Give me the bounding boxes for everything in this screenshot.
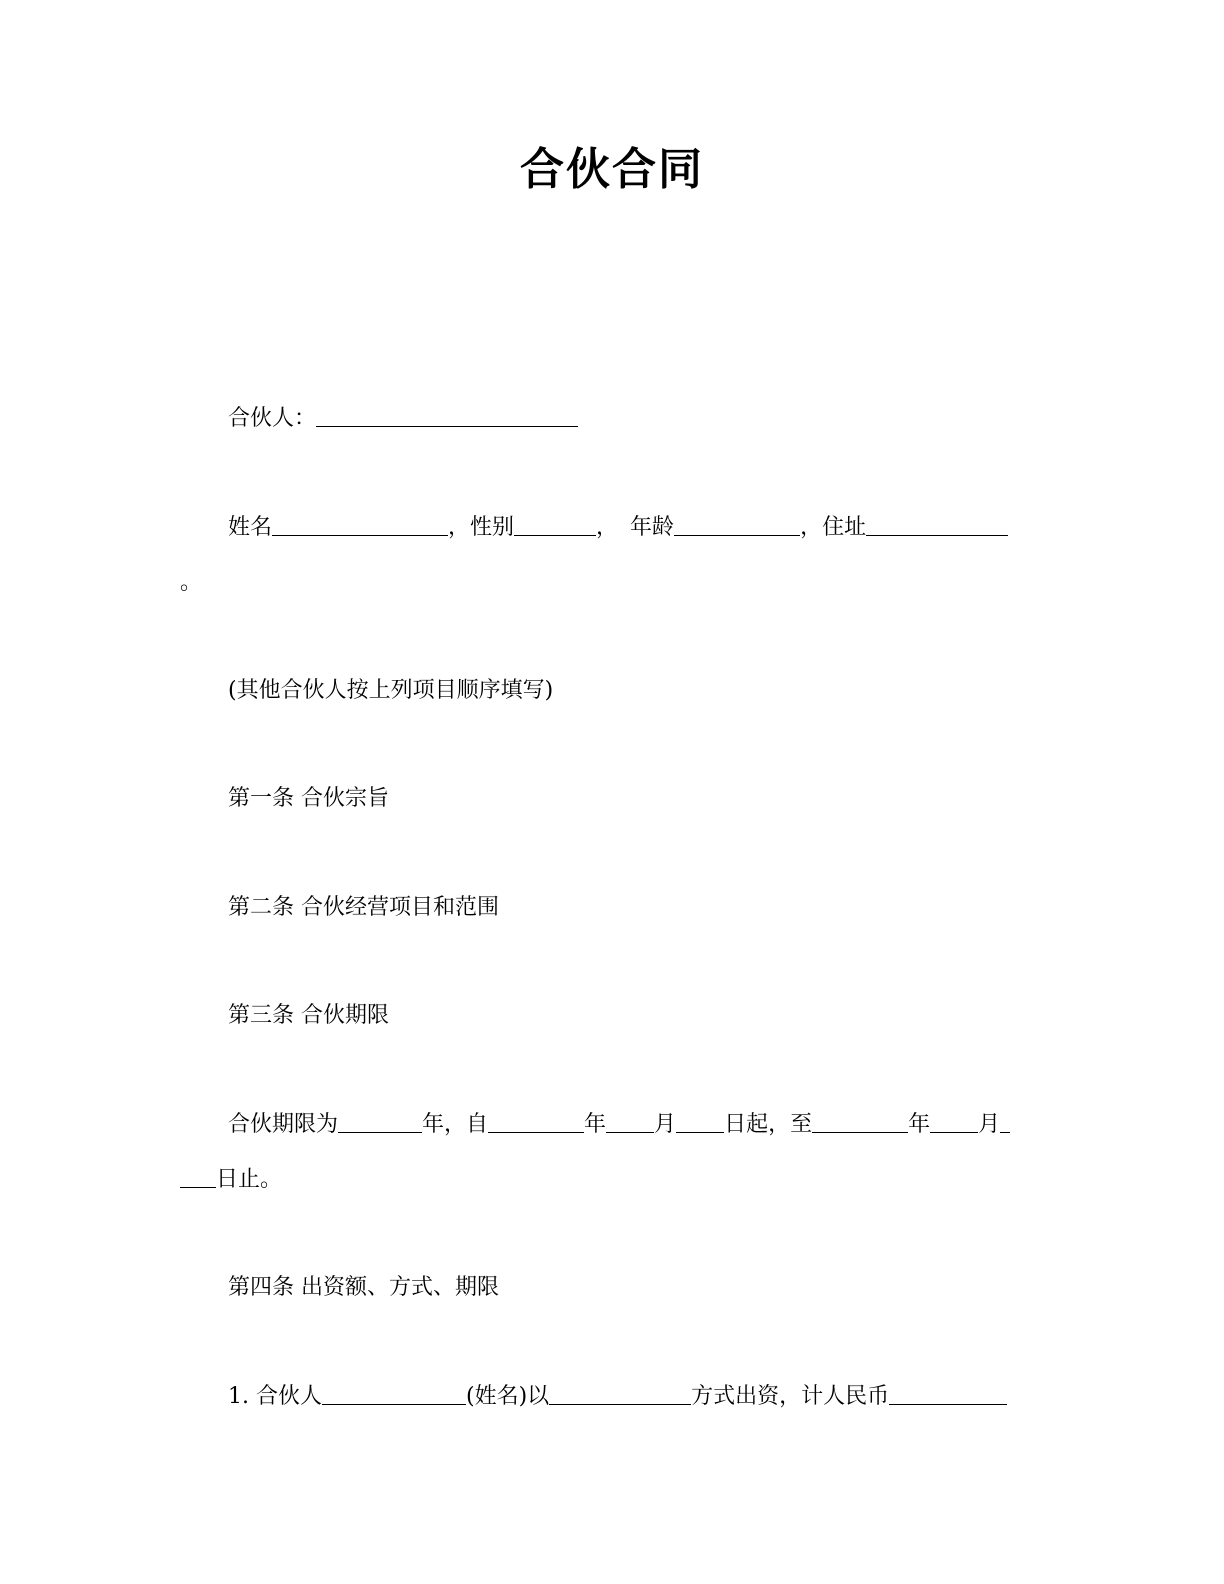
term-year-label: 年，自 (422, 1112, 489, 1137)
age-label: 年龄 (630, 515, 675, 540)
article-3-heading: 第三条 合伙期限 (228, 1003, 389, 1028)
address-label: ，住址 (800, 515, 867, 540)
end-year-label: 年 (908, 1112, 931, 1137)
partner-line (228, 404, 578, 434)
partner-blank[interactable] (316, 404, 578, 427)
item-1-name-blank[interactable] (322, 1382, 466, 1405)
gender-label: ，性别 (448, 515, 515, 540)
item-1-name-paren: (姓名)以 (465, 1384, 550, 1409)
document-title: 合伙合同 (520, 144, 704, 195)
end-day-blank-start[interactable] (1000, 1110, 1010, 1133)
item-1-amount-blank[interactable] (889, 1382, 1007, 1405)
end-year-blank[interactable] (812, 1110, 908, 1133)
info-line (228, 513, 1008, 543)
end-day-blank[interactable] (180, 1165, 216, 1188)
start-year-label: 年 (584, 1112, 607, 1137)
item-1-method-blank[interactable] (549, 1382, 691, 1405)
start-day-blank[interactable] (676, 1110, 724, 1133)
term-line-cont (180, 1165, 282, 1195)
term-line (228, 1110, 1010, 1140)
info-line-end: 。 (180, 570, 203, 595)
partner-label: 合伙人： (228, 406, 317, 431)
age-blank[interactable] (674, 513, 800, 536)
article-4-heading: 第四条 出资额、方式、期限 (228, 1275, 499, 1300)
item-1-method: 方式出资，计人民币 (691, 1384, 890, 1409)
term-prefix: 合伙期限为 (228, 1112, 339, 1137)
address-blank[interactable] (866, 513, 1008, 536)
start-month-blank[interactable] (606, 1110, 654, 1133)
start-year-blank[interactable] (488, 1110, 584, 1133)
note-text: (其他合伙人按上列项目顺序填写) (228, 678, 554, 703)
article-2-heading: 第二条 合伙经营项目和范围 (228, 895, 499, 920)
gender-blank[interactable] (514, 513, 596, 536)
item-1-prefix: 1. 合伙人 (228, 1384, 322, 1409)
article-1-heading: 第一条 合伙宗旨 (228, 786, 389, 811)
name-blank[interactable] (272, 513, 448, 536)
name-label: 姓名 (228, 515, 273, 540)
end-month-blank[interactable] (930, 1110, 978, 1133)
start-day-label: 日起，至 (724, 1112, 813, 1137)
item-1-line (228, 1382, 1007, 1412)
term-years-blank[interactable] (338, 1110, 422, 1133)
end-month-label: 月 (978, 1112, 1001, 1137)
term-end-label: 日止。 (216, 1167, 283, 1192)
info-sep: ， (596, 515, 619, 540)
start-month-label: 月 (654, 1112, 677, 1137)
